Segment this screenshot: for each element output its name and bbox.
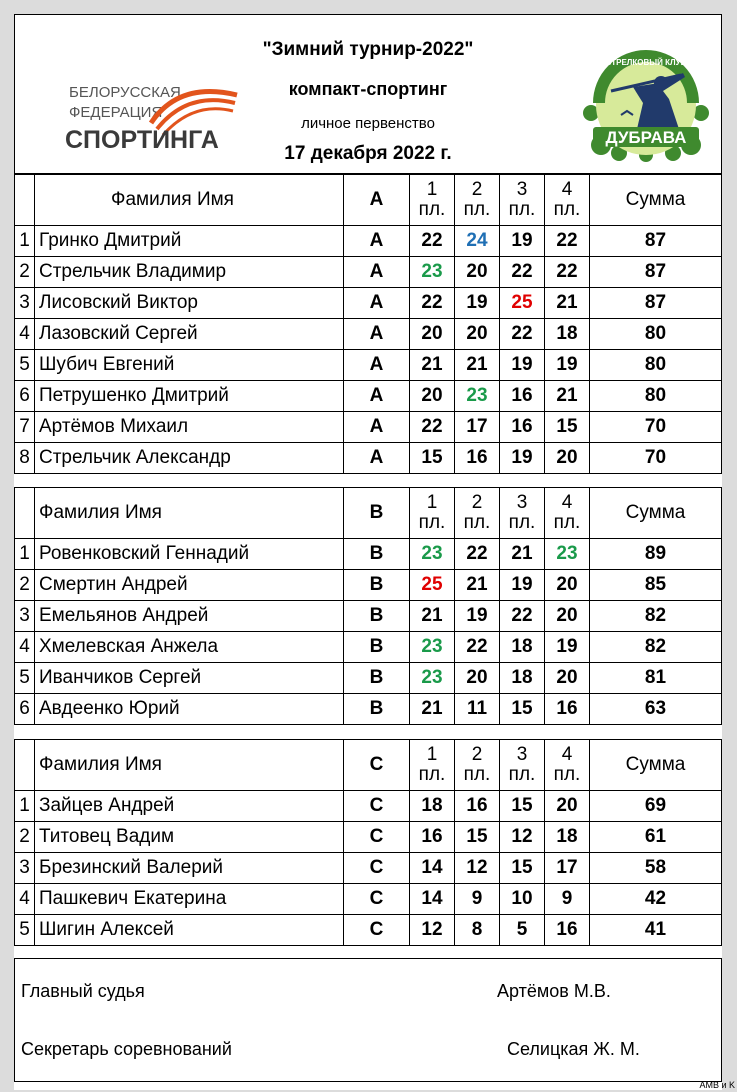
round-number: 4 — [561, 744, 573, 765]
round-score: 21 — [545, 381, 590, 412]
group-b-table — [14, 487, 722, 725]
total-score: 87 — [590, 257, 722, 288]
round-score: 20 — [410, 381, 455, 412]
place-number: 2 — [15, 822, 35, 853]
round-score: 18 — [545, 822, 590, 853]
round-score: 15 — [410, 443, 455, 474]
round-score: 25 — [410, 570, 455, 601]
header-round-p2 — [455, 175, 500, 226]
logo-line2: ФЕДЕРАЦИЯ — [69, 104, 163, 121]
table-row — [15, 319, 722, 350]
place-number: 1 — [15, 791, 35, 822]
place-number: 6 — [15, 694, 35, 725]
round-score: 20 — [455, 319, 500, 350]
group-cell: B — [344, 694, 410, 725]
group-cell: A — [344, 350, 410, 381]
place-number: 2 — [15, 257, 35, 288]
logo-line1: БЕЛОРУССКАЯ — [69, 84, 181, 101]
round-score: 14 — [410, 884, 455, 915]
place-number: 8 — [15, 443, 35, 474]
participant-name: Петрушенко Дмитрий — [35, 381, 344, 412]
total-score: 61 — [590, 822, 722, 853]
group-cell: B — [344, 601, 410, 632]
header-row — [15, 740, 722, 791]
round-score: 10 — [500, 884, 545, 915]
total-score: 85 — [590, 570, 722, 601]
participant-name: Авдеенко Юрий — [35, 694, 344, 725]
round-score: 12 — [500, 822, 545, 853]
group-cell: B — [344, 539, 410, 570]
round-score: 19 — [455, 601, 500, 632]
round-score: 23 — [410, 663, 455, 694]
round-score: 22 — [500, 257, 545, 288]
total-score: 87 — [590, 226, 722, 257]
round-unit: пл. — [463, 764, 491, 785]
round-score: 16 — [455, 443, 500, 474]
table-row — [15, 539, 722, 570]
place-number: 3 — [15, 853, 35, 884]
round-score: 12 — [410, 915, 455, 946]
round-score: 22 — [500, 319, 545, 350]
place-number: 6 — [15, 381, 35, 412]
round-score: 20 — [545, 663, 590, 694]
round-score: 18 — [410, 791, 455, 822]
logo-line3: СПОРТИНГА — [65, 126, 219, 153]
round-score: 23 — [545, 539, 590, 570]
table-row — [15, 791, 722, 822]
header — [14, 14, 722, 174]
total-score: 89 — [590, 539, 722, 570]
round-score: 16 — [500, 412, 545, 443]
round-score: 22 — [410, 412, 455, 443]
round-score: 20 — [545, 791, 590, 822]
group-cell: A — [344, 319, 410, 350]
logo-arc-text: СТРЕЛКОВЫЙ КЛУБ — [605, 58, 687, 67]
round-score: 22 — [545, 226, 590, 257]
header-round-p4 — [545, 175, 590, 226]
table-row — [15, 663, 722, 694]
header-round-p2 — [455, 488, 500, 539]
round-score: 18 — [500, 632, 545, 663]
group-cell: A — [344, 412, 410, 443]
table-row — [15, 915, 722, 946]
round-score: 19 — [500, 350, 545, 381]
group-cell: A — [344, 381, 410, 412]
place-number: 7 — [15, 412, 35, 443]
round-score: 21 — [410, 350, 455, 381]
round-score: 11 — [455, 694, 500, 725]
participant-name: Ровенковский Геннадий — [35, 539, 344, 570]
round-score: 19 — [500, 443, 545, 474]
round-unit: пл. — [553, 199, 581, 220]
total-score: 63 — [590, 694, 722, 725]
participant-name: Зайцев Андрей — [35, 791, 344, 822]
round-score: 21 — [410, 601, 455, 632]
place-number: 1 — [15, 539, 35, 570]
header-name: Фамилия Имя — [35, 740, 344, 791]
round-unit: пл. — [418, 199, 446, 220]
round-score: 17 — [455, 412, 500, 443]
round-score: 15 — [500, 853, 545, 884]
table-row — [15, 884, 722, 915]
group-cell: A — [344, 226, 410, 257]
total-score: 41 — [590, 915, 722, 946]
group-a-table — [14, 174, 722, 474]
round-score: 16 — [455, 791, 500, 822]
round-unit: пл. — [508, 199, 536, 220]
total-score: 42 — [590, 884, 722, 915]
round-number: 3 — [516, 744, 528, 765]
header-name: Фамилия Имя — [35, 175, 344, 226]
round-score: 21 — [455, 350, 500, 381]
round-unit: пл. — [508, 764, 536, 785]
round-number: 3 — [516, 492, 528, 513]
participant-name: Гринко Дмитрий — [35, 226, 344, 257]
secretary-name: Селицкая Ж. М. — [507, 1039, 640, 1059]
total-score: 87 — [590, 288, 722, 319]
group-cell: C — [344, 853, 410, 884]
place-number: 3 — [15, 601, 35, 632]
place-number: 5 — [15, 350, 35, 381]
place-number: 4 — [15, 632, 35, 663]
header-num-cell — [15, 175, 35, 226]
round-number: 2 — [471, 744, 483, 765]
round-score: 22 — [545, 257, 590, 288]
total-score: 81 — [590, 663, 722, 694]
chief-judge-label: Главный судья — [21, 981, 145, 1001]
group-cell: C — [344, 822, 410, 853]
participant-name: Брезинский Валерий — [35, 853, 344, 884]
round-score: 19 — [455, 288, 500, 319]
group-cell: C — [344, 915, 410, 946]
round-score: 22 — [500, 601, 545, 632]
total-score: 58 — [590, 853, 722, 884]
header-round-p1 — [410, 175, 455, 226]
total-score: 82 — [590, 632, 722, 663]
table-row — [15, 570, 722, 601]
round-unit: пл. — [553, 512, 581, 533]
header-round-p3 — [500, 740, 545, 791]
header-num-cell — [15, 740, 35, 791]
header-row — [15, 175, 722, 226]
round-score: 9 — [545, 884, 590, 915]
place-number: 2 — [15, 570, 35, 601]
round-score: 19 — [545, 350, 590, 381]
total-score: 80 — [590, 319, 722, 350]
participant-name: Иванчиков Сергей — [35, 663, 344, 694]
round-score: 19 — [545, 632, 590, 663]
group-cell: B — [344, 570, 410, 601]
header-row — [15, 488, 722, 539]
header-sum: Сумма — [590, 175, 722, 226]
place-number: 3 — [15, 288, 35, 319]
dubrava-club-logo — [571, 43, 721, 163]
header-num-cell — [15, 488, 35, 539]
round-score: 21 — [410, 694, 455, 725]
round-unit: пл. — [463, 199, 491, 220]
table-row — [15, 632, 722, 663]
round-number: 2 — [471, 179, 483, 200]
group-cell: A — [344, 257, 410, 288]
table-row — [15, 443, 722, 474]
round-score: 21 — [545, 288, 590, 319]
table-row — [15, 226, 722, 257]
total-score: 70 — [590, 443, 722, 474]
place-number: 1 — [15, 226, 35, 257]
round-unit: пл. — [463, 512, 491, 533]
round-score: 20 — [545, 601, 590, 632]
round-number: 1 — [426, 179, 438, 200]
total-score: 69 — [590, 791, 722, 822]
secretary-label: Секретарь соревнований — [21, 1039, 232, 1059]
round-score: 20 — [545, 443, 590, 474]
round-score: 16 — [500, 381, 545, 412]
competition-type: личное первенство — [301, 115, 435, 132]
signatures — [14, 958, 722, 1082]
round-number: 2 — [471, 492, 483, 513]
table-row — [15, 694, 722, 725]
round-score: 23 — [410, 257, 455, 288]
place-number: 5 — [15, 663, 35, 694]
group-cell: B — [344, 632, 410, 663]
round-number: 1 — [426, 492, 438, 513]
round-unit: пл. — [508, 512, 536, 533]
table-row — [15, 350, 722, 381]
table-row — [15, 822, 722, 853]
participant-name: Артёмов Михаил — [35, 412, 344, 443]
participant-name: Шубич Евгений — [35, 350, 344, 381]
participant-name: Смертин Андрей — [35, 570, 344, 601]
place-number: 4 — [15, 884, 35, 915]
participant-name: Титовец Вадим — [35, 822, 344, 853]
round-number: 4 — [561, 179, 573, 200]
tournament-title: "Зимний турнир-2022" — [262, 39, 474, 60]
header-round-p3 — [500, 175, 545, 226]
round-score: 22 — [455, 632, 500, 663]
total-score: 70 — [590, 412, 722, 443]
header-round-p1 — [410, 740, 455, 791]
round-score: 20 — [455, 663, 500, 694]
participant-name: Стрельчик Владимир — [35, 257, 344, 288]
header-round-p2 — [455, 740, 500, 791]
group-cell: A — [344, 288, 410, 319]
participant-name: Лисовский Виктор — [35, 288, 344, 319]
round-score: 16 — [410, 822, 455, 853]
round-score: 19 — [500, 226, 545, 257]
round-score: 22 — [410, 288, 455, 319]
group-label: A — [344, 175, 410, 226]
total-score: 80 — [590, 350, 722, 381]
table-row — [15, 601, 722, 632]
round-number: 3 — [516, 179, 528, 200]
table-row — [15, 853, 722, 884]
participant-name: Хмелевская Анжела — [35, 632, 344, 663]
round-score: 22 — [410, 226, 455, 257]
round-score: 15 — [500, 791, 545, 822]
round-unit: пл. — [418, 764, 446, 785]
participant-name: Стрельчик Александр — [35, 443, 344, 474]
table-row — [15, 257, 722, 288]
round-score: 23 — [410, 632, 455, 663]
round-score: 19 — [500, 570, 545, 601]
round-score: 17 — [545, 853, 590, 884]
group-cell: A — [344, 443, 410, 474]
group-c-table — [14, 739, 722, 946]
round-score: 25 — [500, 288, 545, 319]
round-score: 14 — [410, 853, 455, 884]
total-score: 82 — [590, 601, 722, 632]
round-unit: пл. — [418, 512, 446, 533]
round-score: 24 — [455, 226, 500, 257]
group-cell: C — [344, 791, 410, 822]
chief-judge-name: Артёмов М.В. — [497, 981, 611, 1001]
header-round-p1 — [410, 488, 455, 539]
round-score: 16 — [545, 694, 590, 725]
participant-name: Шигин Алексей — [35, 915, 344, 946]
header-sum: Сумма — [590, 488, 722, 539]
round-score: 8 — [455, 915, 500, 946]
group-cell: C — [344, 884, 410, 915]
place-number: 5 — [15, 915, 35, 946]
table-row — [15, 288, 722, 319]
header-round-p4 — [545, 740, 590, 791]
round-score: 21 — [455, 570, 500, 601]
header-round-p4 — [545, 488, 590, 539]
round-score: 18 — [545, 319, 590, 350]
round-number: 1 — [426, 744, 438, 765]
round-score: 15 — [455, 822, 500, 853]
round-score: 15 — [500, 694, 545, 725]
round-number: 4 — [561, 492, 573, 513]
round-score: 5 — [500, 915, 545, 946]
competition-date: 17 декабря 2022 г. — [284, 143, 452, 164]
table-row — [15, 412, 722, 443]
group-label: B — [344, 488, 410, 539]
header-name: Фамилия Имя — [35, 488, 344, 539]
total-score: 80 — [590, 381, 722, 412]
round-score: 20 — [455, 257, 500, 288]
round-score: 16 — [545, 915, 590, 946]
logo-name: ДУБРАВА — [605, 128, 687, 147]
round-score: 12 — [455, 853, 500, 884]
round-score: 23 — [455, 381, 500, 412]
round-score: 20 — [410, 319, 455, 350]
round-unit: пл. — [553, 764, 581, 785]
header-round-p3 — [500, 488, 545, 539]
discipline: компакт-спортинг — [288, 79, 448, 99]
round-score: 23 — [410, 539, 455, 570]
round-score: 18 — [500, 663, 545, 694]
group-cell: B — [344, 663, 410, 694]
round-score: 22 — [455, 539, 500, 570]
round-score: 21 — [500, 539, 545, 570]
credit: AMB и K — [699, 1080, 735, 1090]
belarus-sporting-federation-logo — [59, 73, 239, 153]
participant-name: Лазовский Сергей — [35, 319, 344, 350]
table-row — [15, 381, 722, 412]
group-label: C — [344, 740, 410, 791]
participant-name: Емельянов Андрей — [35, 601, 344, 632]
round-score: 20 — [545, 570, 590, 601]
round-score: 15 — [545, 412, 590, 443]
header-sum: Сумма — [590, 740, 722, 791]
round-score: 9 — [455, 884, 500, 915]
participant-name: Пашкевич Екатерина — [35, 884, 344, 915]
place-number: 4 — [15, 319, 35, 350]
